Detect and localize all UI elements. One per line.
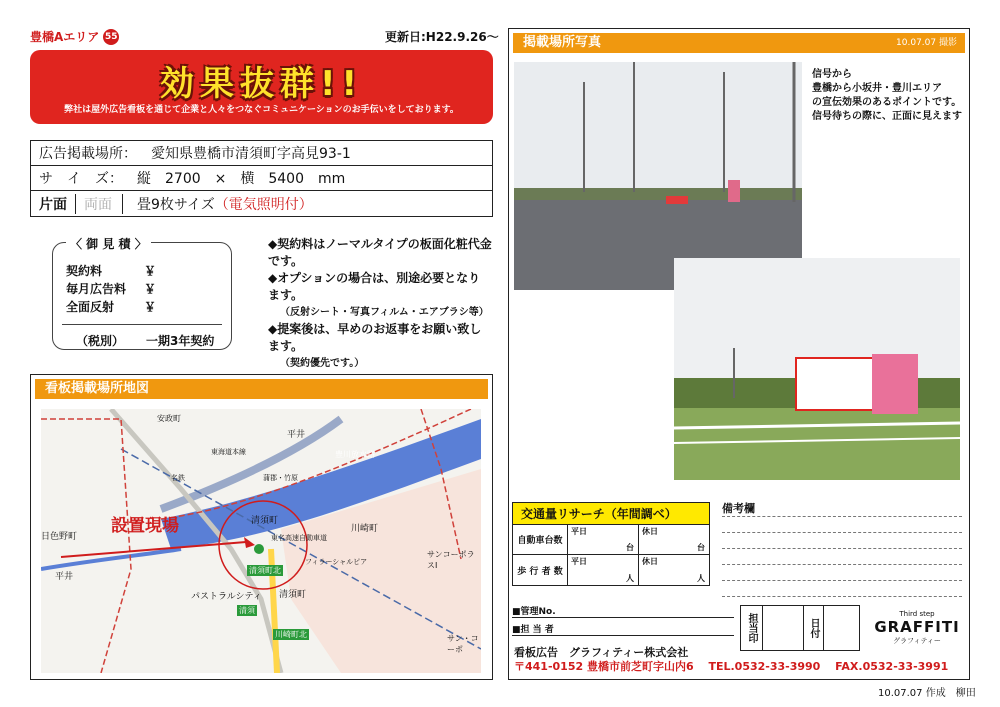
tanto-label: 担当印 bbox=[741, 606, 763, 650]
remarks-line bbox=[722, 580, 962, 581]
area-name: 豊橋Aエリア bbox=[30, 30, 100, 44]
map-place: 豊川放水路 bbox=[335, 450, 375, 459]
map-place: サンコーポラスI bbox=[427, 550, 475, 570]
date-cell bbox=[824, 606, 859, 650]
company-name: 看板広告 グラフィティー株式会社 bbox=[514, 646, 689, 659]
map-place: 清須町北 bbox=[249, 566, 281, 575]
note-3: ◆提案後は、早めのお返事をお願い致します。 bbox=[268, 322, 482, 353]
billboard-info-table bbox=[30, 140, 493, 217]
contract-notes bbox=[268, 236, 492, 372]
caption-line: 信号から bbox=[812, 69, 852, 80]
estimate-item-label: 毎月広告料 bbox=[66, 282, 127, 296]
side-double: 両面 bbox=[75, 194, 123, 214]
map-place: 日色野町 bbox=[41, 532, 78, 542]
remarks-line bbox=[722, 564, 962, 565]
billboard-photo bbox=[674, 258, 960, 480]
created-note: 10.07.07 作成 柳田 bbox=[878, 688, 976, 699]
location-row bbox=[31, 141, 492, 166]
map-panel bbox=[30, 374, 493, 680]
estimate-item-yen: ￥ bbox=[144, 282, 157, 296]
traffic-cell-weekday: 平日 台 bbox=[568, 525, 639, 554]
logo-sub: グラフィティー bbox=[893, 637, 941, 645]
traffic-cell-holiday: 休日 人 bbox=[642, 557, 705, 583]
map-place: パストラルシティ bbox=[191, 592, 262, 602]
note-1: ◆契約料はノーマルタイプの板面化粧代金です。 bbox=[268, 237, 492, 268]
traffic-row bbox=[513, 525, 709, 555]
map-place: 蒲郡・竹原 bbox=[263, 474, 298, 482]
map-title: 看板掲載場所地図 bbox=[35, 379, 488, 399]
company-address: 〒441-0152 豊橋市前芝町字山内6 TEL.0532-33-3990 FAX.0532-33-3991 bbox=[514, 660, 949, 673]
stamp-box bbox=[740, 605, 860, 651]
headline-banner bbox=[30, 50, 493, 124]
photo-title: 掲載場所写真 bbox=[523, 35, 602, 50]
traffic-title: 交通量リサーチ（年間調べ） bbox=[513, 503, 709, 525]
estimate-item-label: 全面反射 bbox=[66, 300, 115, 314]
location-value: 愛知県豊橋市清須町字高見93-1 bbox=[151, 146, 351, 162]
traffic-cell-holiday: 休日 台 bbox=[642, 527, 705, 552]
photo-title-bar bbox=[513, 33, 965, 53]
management-line bbox=[512, 635, 734, 636]
side-single: 片面 bbox=[39, 196, 67, 213]
caption-line: の宣伝効果のあるポイントです。 bbox=[812, 97, 962, 108]
map-area bbox=[41, 409, 481, 673]
size-label: サ イ ズ： bbox=[39, 171, 123, 187]
note-3-sub: （契約優先です。） bbox=[280, 358, 365, 369]
photo-closeup bbox=[674, 258, 960, 480]
map-place: 清須町 bbox=[279, 590, 307, 600]
management-person: ■担 当 者 bbox=[512, 625, 554, 635]
map-place: 平井 bbox=[55, 572, 74, 582]
map-place: 川崎町北 bbox=[275, 630, 307, 639]
map-place: 清須 bbox=[239, 606, 255, 615]
management-line bbox=[512, 617, 734, 618]
traffic-row-label: 歩 行 者 数 bbox=[513, 555, 568, 585]
map-site-label: 設置現場 bbox=[111, 516, 179, 536]
map-place: 川崎町 bbox=[351, 524, 379, 534]
note-2: ◆オプションの場合は、別途必要となります。 bbox=[268, 271, 481, 302]
map-place: 名鉄 bbox=[171, 474, 185, 482]
estimate-item-label: 契約料 bbox=[66, 264, 103, 278]
logo-small: Third step bbox=[899, 610, 935, 618]
map-place: フィラーシャルピア bbox=[305, 558, 368, 566]
area-number-badge: 55 bbox=[103, 29, 119, 45]
map-place: 清須町 bbox=[251, 516, 279, 526]
photo-date: 10.07.07 撮影 bbox=[896, 38, 957, 48]
map-place: 平井 bbox=[287, 430, 306, 440]
remarks-line bbox=[722, 548, 962, 549]
photo-caption bbox=[812, 68, 962, 124]
map-graphic bbox=[41, 409, 481, 673]
estimate-title: 〈 御 見 積 〉 bbox=[66, 235, 151, 252]
traffic-research bbox=[512, 502, 710, 586]
logo-text: GRAFFITI bbox=[874, 618, 960, 636]
caption-line: 信号待ちの際に、正面に見えます bbox=[812, 111, 962, 122]
remarks-line bbox=[722, 516, 962, 517]
traffic-row-label: 自動車台数 bbox=[513, 525, 568, 554]
estimate-term: 一期3年契約 bbox=[146, 334, 215, 348]
traffic-row bbox=[513, 555, 709, 585]
map-place: 東海道本線 bbox=[211, 448, 246, 456]
map-place: 安政町 bbox=[157, 414, 181, 423]
estimate-item-yen: ￥ bbox=[144, 264, 157, 278]
banner-title: 効果抜群!! bbox=[159, 64, 363, 104]
updated-date: 更新日:H22.9.26〜 bbox=[385, 30, 499, 44]
remarks-line bbox=[722, 532, 962, 533]
tanto-stamp-cell bbox=[763, 606, 804, 650]
traffic-cell-weekday: 平日 人 bbox=[568, 555, 639, 585]
estimate-item-yen: ￥ bbox=[144, 300, 157, 314]
banner-subtitle: 弊社は屋外広告看板を通じて企業と人々をつなぐコミュニケーションのお手伝いをしております。 bbox=[64, 105, 459, 115]
size-row bbox=[31, 166, 492, 191]
note-2-sub: （反射シート・写真フィルム・エアブラシ等） bbox=[280, 307, 489, 318]
caption-line: 豊橋から小坂井・豊川エリア bbox=[812, 83, 942, 94]
size-value: 縦 2700 × 横 5400 mm bbox=[137, 171, 346, 187]
remarks-line bbox=[722, 596, 962, 597]
management-no: ■管理No. bbox=[512, 607, 556, 617]
street-photo bbox=[514, 62, 802, 290]
photo-main bbox=[514, 62, 802, 290]
area-label bbox=[30, 28, 119, 45]
estimate-divider bbox=[62, 324, 222, 325]
tatami-size: 畳9枚サイズ bbox=[137, 196, 215, 213]
date-label: 日付 bbox=[804, 606, 824, 650]
estimate-tax: （税別） bbox=[76, 334, 125, 348]
company-logo bbox=[872, 610, 962, 646]
remarks-title: 備考欄 bbox=[722, 502, 755, 515]
map-place: 東名高速自動車道 bbox=[271, 534, 327, 542]
location-label: 広告掲載場所： bbox=[39, 146, 137, 162]
lighting-note: （電気照明付） bbox=[214, 196, 313, 213]
map-place: サン・コーポ bbox=[447, 634, 479, 654]
side-row bbox=[31, 191, 492, 216]
